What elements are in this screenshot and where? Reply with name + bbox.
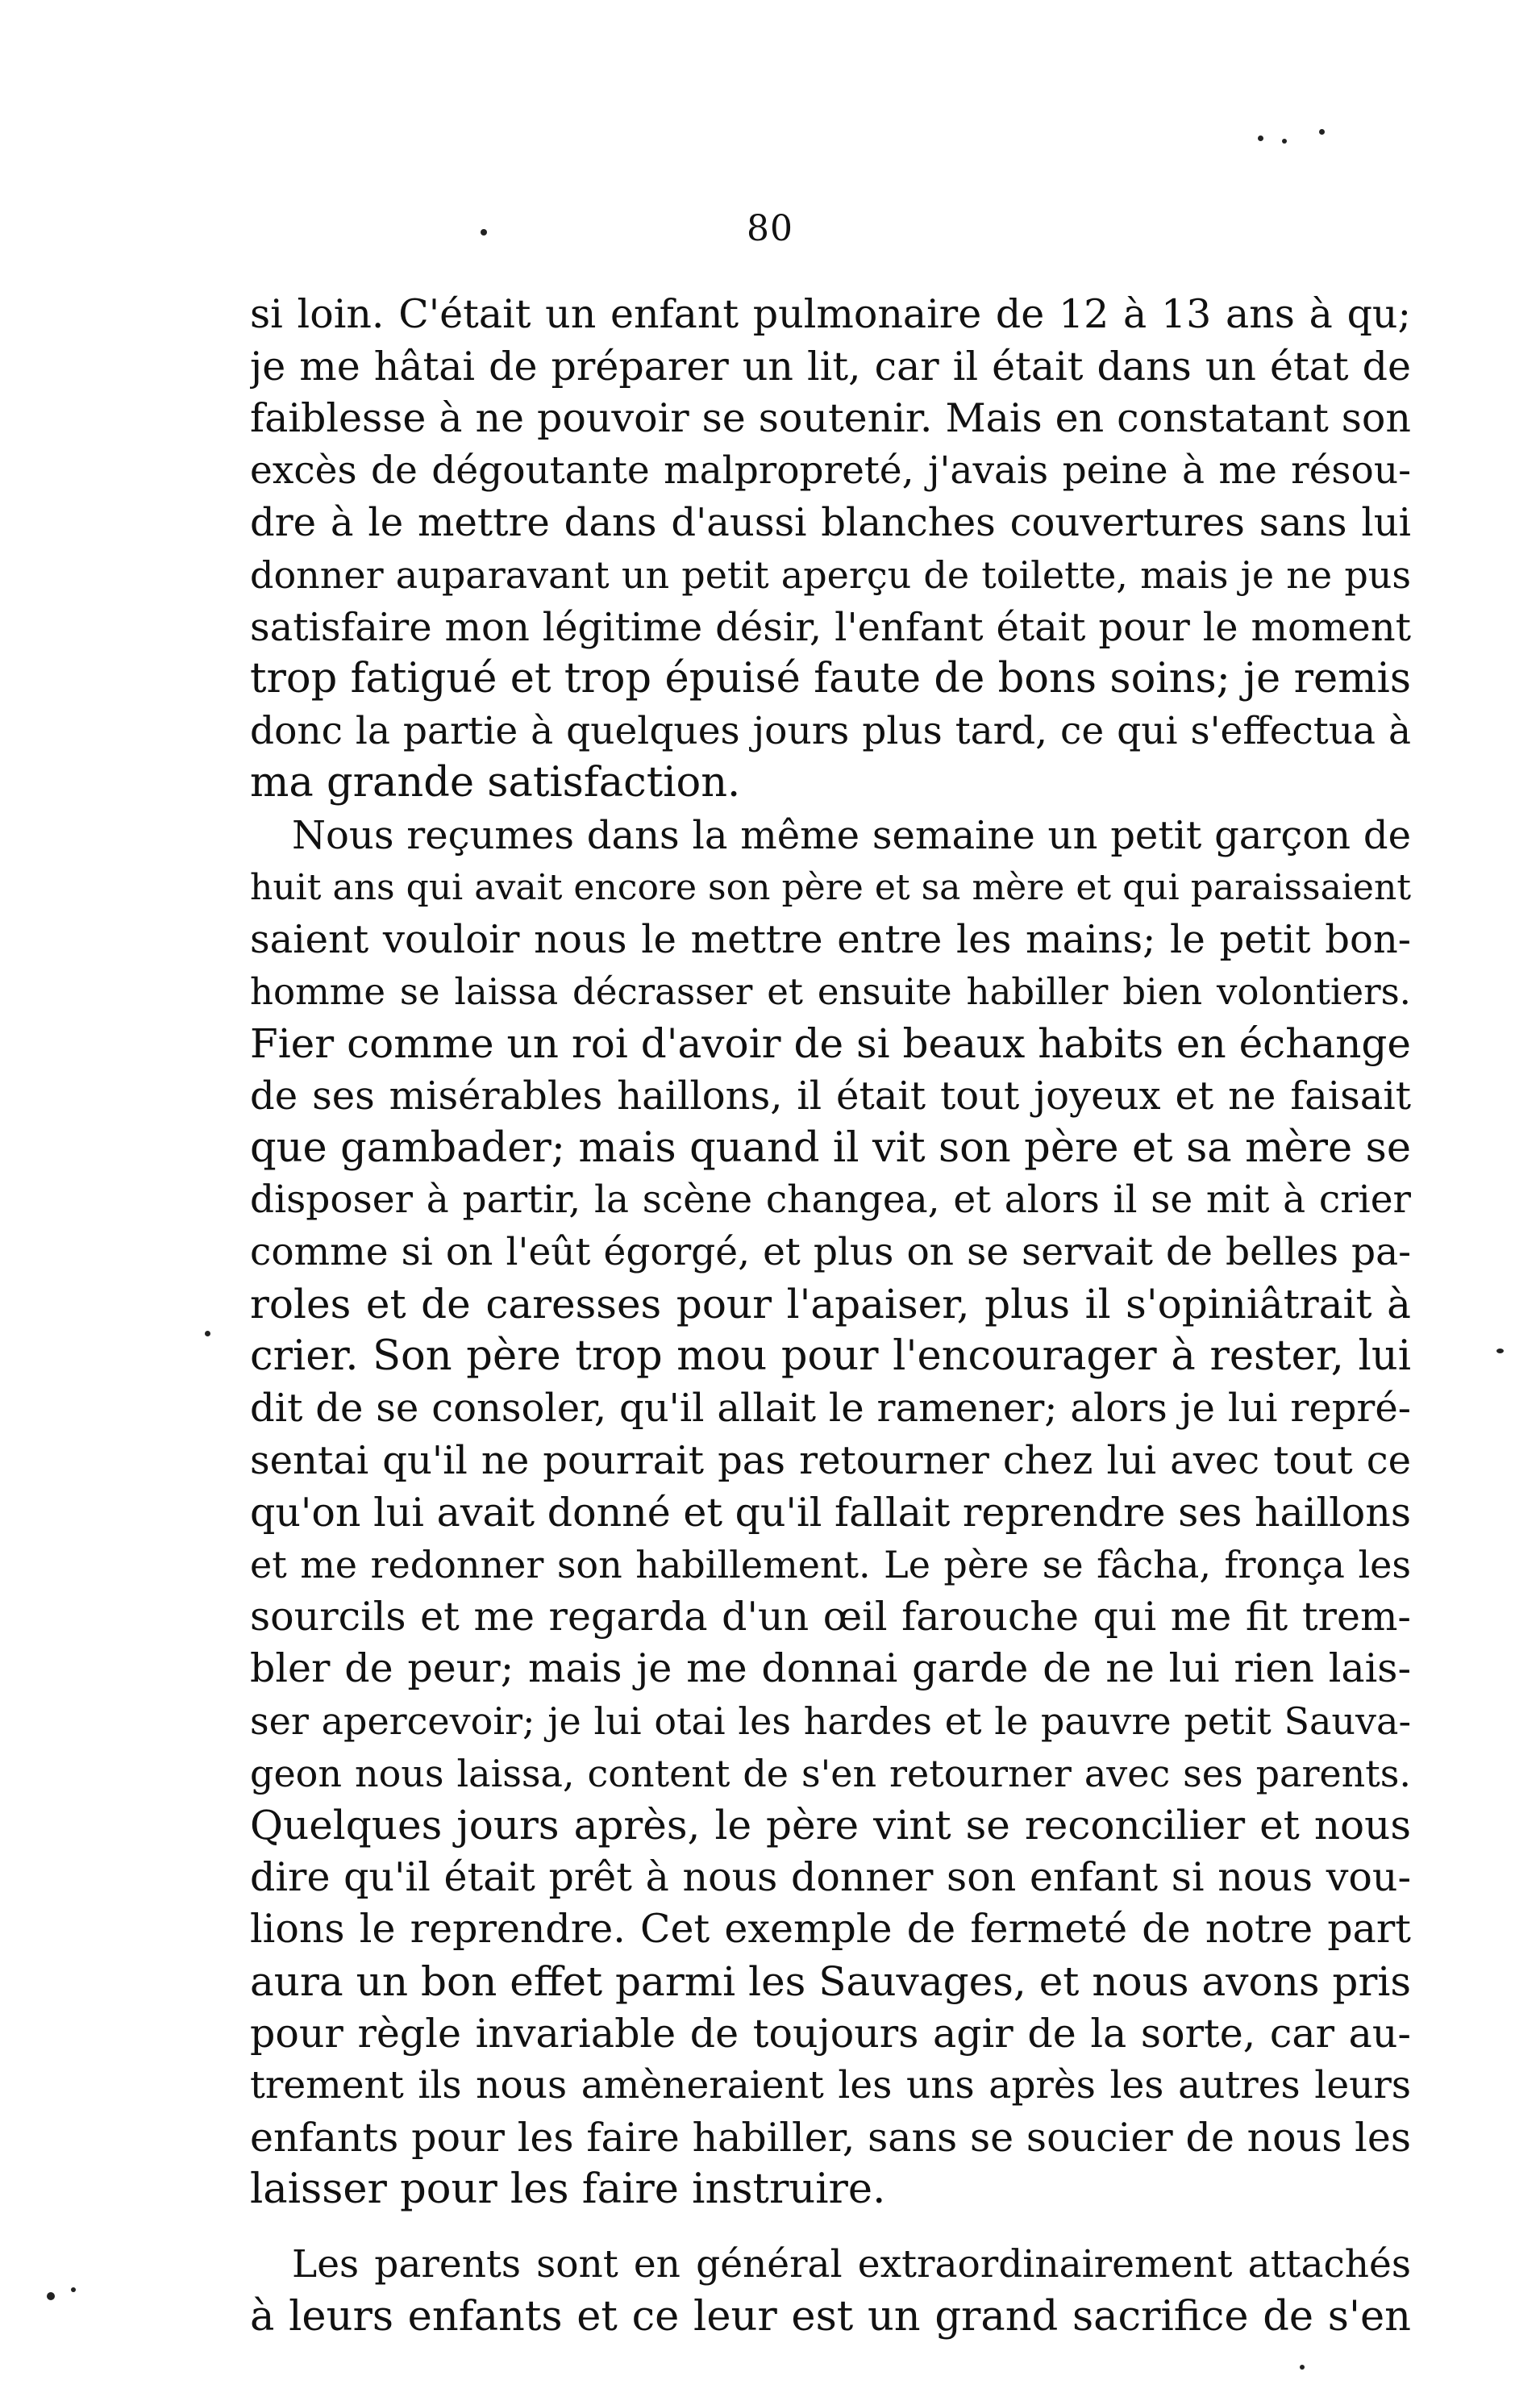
- text-line: Nous reçumes dans la même semaine un petit garçon de: [292, 812, 1411, 858]
- text-line: ma grande satisfaction.: [250, 759, 741, 807]
- text-line: trement ils nous amèneraient les uns après les autres leurs: [250, 2063, 1411, 2108]
- text-line: huit ans qui avait encore son père et sa mère et qui paraissaient: [250, 866, 1411, 908]
- text-line: je me hâtai de préparer un lit, car il était dans un état de: [250, 343, 1411, 390]
- text-line: homme se laissa décrasser et ensuite habiller bien volontiers.: [250, 969, 1411, 1013]
- text-line: ser apercevoir; je lui otai les hardes et le pauvre petit Sauva-: [250, 1699, 1411, 1744]
- text-line: saient vouloir nous le mettre entre les mains; le petit bon-: [250, 917, 1411, 963]
- text-line: bler de peur; mais je me donnai garde de ne lui rien lais-: [250, 1645, 1411, 1692]
- text-line: disposer à partir, la scène changea, et alors il se mit à crier: [250, 1178, 1411, 1223]
- text-line: excès de dégoutante malpropreté, j'avais peine à me résou-: [250, 448, 1411, 493]
- scan-speck: [1258, 135, 1263, 141]
- text-line: pour règle invariable de toujours agir de la sorte, car au-: [250, 2010, 1411, 2057]
- text-line: crier. Son père trop mou pour l'encourager à rester, lui: [250, 1332, 1411, 1380]
- text-line: Quelques jours après, le père vint se reconcilier et nous: [250, 1802, 1411, 1849]
- text-line: de ses misérables haillons, il était tout joyeux et ne faisait: [250, 1073, 1411, 1119]
- page-number: 80: [747, 208, 793, 249]
- text-line: laisser pour les faire instruire.: [250, 2166, 886, 2214]
- text-line: dire qu'il était prêt à nous donner son enfant si nous vou-: [250, 1853, 1411, 1900]
- text-line: dit de se consoler, qu'il allait le ramener; alors je lui repré-: [250, 1386, 1411, 1432]
- body-text: [250, 289, 1411, 2343]
- text-line: faiblesse à ne pouvoir se soutenir. Mais en constatant son: [250, 395, 1411, 442]
- scan-speck: [1300, 2365, 1305, 2370]
- text-line: si loin. C'était un enfant pulmonaire de 12 à 13 ans à qu;: [250, 291, 1411, 337]
- text-line: donc la partie à quelques jours plus tard, ce qui s'effectua à: [250, 708, 1411, 753]
- text-line: sourcils et me regarda d'un œil farouche qui me fit trem-: [250, 1593, 1411, 1640]
- text-line: trop fatigué et trop épuisé faute de bons soins; je remis: [250, 655, 1411, 703]
- text-line: à leurs enfants et ce leur est un grand sacrifice de s'en: [250, 2292, 1411, 2341]
- text-line: geon nous laissa, content de s'en retourner avec ses parents.: [250, 1751, 1411, 1795]
- scan-speck: [1496, 1349, 1504, 1353]
- scan-speck: [1282, 139, 1287, 144]
- scan-speck: [71, 2287, 76, 2292]
- text-line: et me redonner son habillement. Le père se fâcha, fronça les: [250, 1543, 1411, 1587]
- text-line: qu'on lui avait donné et qu'il fallait reprendre ses haillons: [250, 1489, 1411, 1536]
- text-line: lions le reprendre. Cet exemple de fermeté de notre part: [250, 1906, 1411, 1953]
- text-line: roles et de caresses pour l'apaiser, plus il s'opiniâtrait à: [250, 1281, 1411, 1328]
- scan-speck: [47, 2292, 55, 2300]
- text-line: donner auparavant un petit aperçu de toilette, mais je ne pus: [250, 552, 1411, 597]
- text-line: Fier comme un roi d'avoir de si beaux habits en échange: [250, 1020, 1411, 1068]
- text-line: dre à le mettre dans d'aussi blanches couvertures sans lui: [250, 500, 1411, 546]
- text-line: enfants pour les faire habiller, sans se soucier de nous les: [250, 2114, 1411, 2161]
- scan-speck: [481, 229, 487, 236]
- text-line: que gambader; mais quand il vit son père et sa mère se: [250, 1123, 1411, 1172]
- text-line: sentai qu'il ne pourrait pas retourner chez lui avec tout ce: [250, 1438, 1411, 1484]
- text-line: satisfaire mon légitime désir, l'enfant était pour le moment: [250, 604, 1411, 650]
- scan-speck: [1319, 129, 1325, 135]
- text-line: comme si on l'eût égorgé, et plus on se servait de belles pa-: [250, 1229, 1411, 1274]
- text-line: Les parents sont en général extraordinairement attachés: [292, 2241, 1411, 2287]
- text-line: aura un bon effet parmi les Sauvages, et nous avons pris: [250, 1958, 1411, 2005]
- scan-speck: [205, 1331, 210, 1336]
